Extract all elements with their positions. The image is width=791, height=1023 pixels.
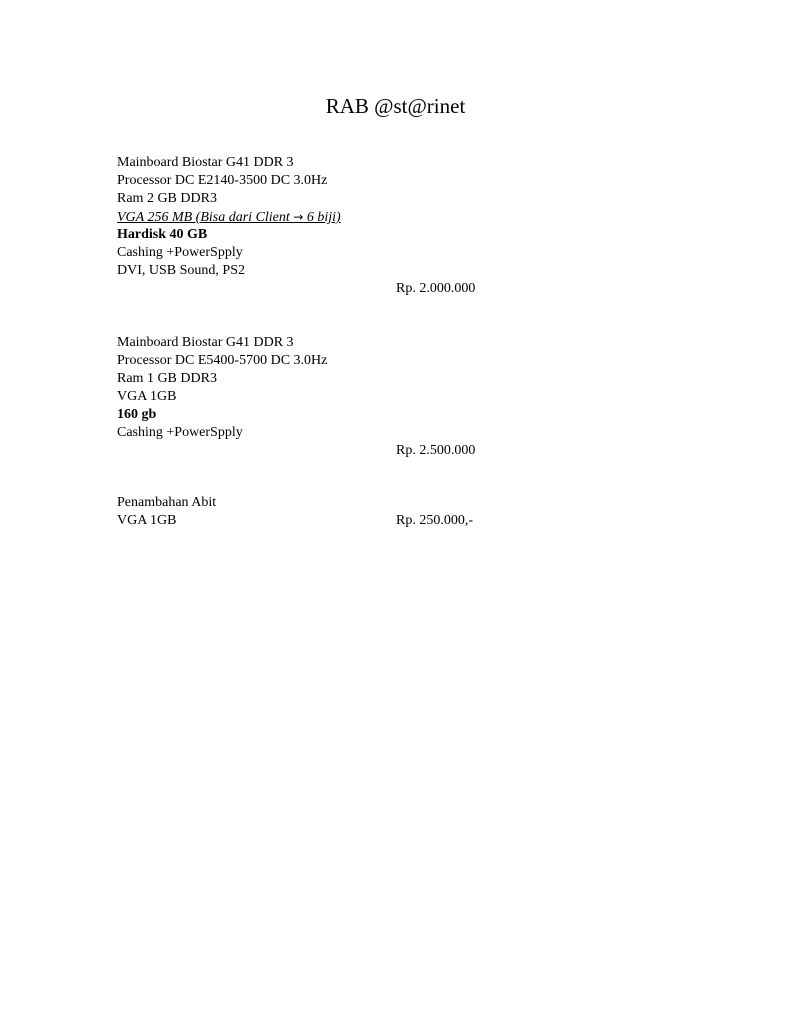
package-1-vga-suffix: 6 biji) [303, 210, 341, 225]
package-1-price-line [117, 280, 677, 298]
package-2-ram: Ram 1 GB DDR3 [117, 371, 217, 386]
package-1-price: Rp. 2.000.000 [396, 281, 476, 296]
addition-price: Rp. 250.000,- [396, 513, 473, 528]
package-2-price: Rp. 2.500.000 [396, 443, 476, 458]
package-2-processor: Processor DC E5400-5700 DC 3.0Hz [117, 353, 328, 368]
package-2-casing: Cashing +PowerSpply [117, 425, 243, 440]
addition-item-line [117, 512, 677, 530]
package-2-mainboard: Mainboard Biostar G41 DDR 3 [117, 335, 294, 350]
package-1-harddisk: Hardisk 40 GB [117, 227, 208, 242]
package-1-vga-line [117, 208, 677, 226]
addition-section [117, 494, 677, 530]
addition-heading: Penambahan Abit [117, 495, 217, 510]
addition-item: VGA 1GB [117, 513, 177, 528]
package-1 [117, 154, 677, 298]
page-title: RAB @st@rinet [325, 94, 466, 118]
package-1-mainboard: Mainboard Biostar G41 DDR 3 [117, 155, 294, 170]
arrow-right-icon: → [293, 210, 304, 224]
package-1-processor: Processor DC E2140-3500 DC 3.0Hz [117, 173, 328, 188]
package-2-vga: VGA 1GB [117, 389, 177, 404]
package-1-ram: Ram 2 GB DDR3 [117, 191, 217, 206]
package-2-harddisk: 160 gb [117, 407, 157, 422]
package-1-casing: Cashing +PowerSpply [117, 245, 243, 260]
package-2-price-line [117, 442, 677, 460]
package-1-vga [117, 210, 341, 225]
package-2 [117, 334, 677, 460]
package-1-vga-prefix: VGA 256 MB (Bisa dari Client [117, 210, 294, 225]
package-1-ports: DVI, USB Sound, PS2 [117, 263, 245, 278]
